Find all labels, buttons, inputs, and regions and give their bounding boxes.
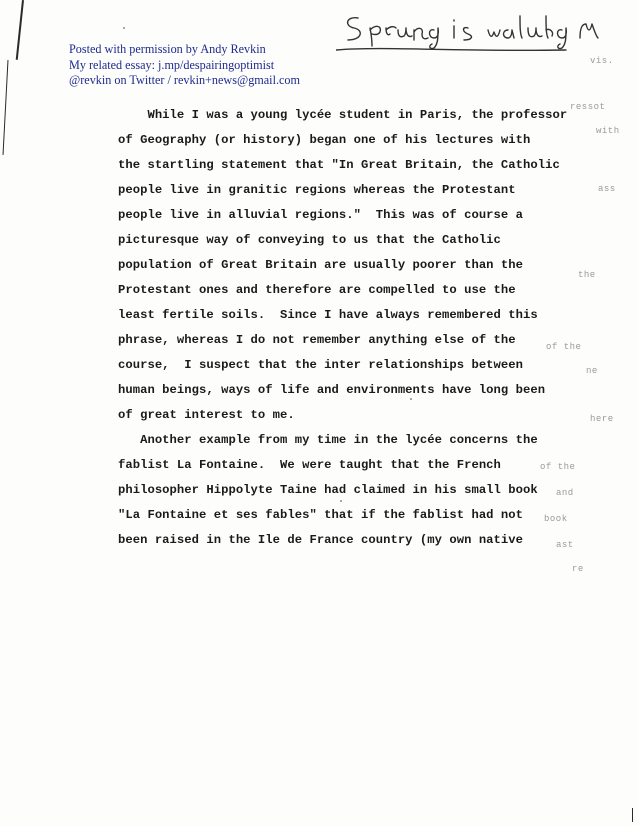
- bleed-through-mark: of the: [546, 342, 582, 352]
- body-line: been raised in the Ile de France country (my own native: [118, 533, 524, 547]
- bleed-through-mark: here: [590, 414, 614, 424]
- contact-line[interactable]: @revkin on Twitter / revkin+news@gmail.com: [69, 73, 300, 87]
- bleed-through-mark: ne: [586, 366, 598, 376]
- body-line: picturesque way of conveying to us that the Catholic: [118, 233, 501, 247]
- bleed-through-mark: ast: [556, 540, 574, 550]
- body-line: people live in alluvial regions." This was of course a: [118, 208, 524, 222]
- body-line: course, I suspect that the inter relationships between: [118, 358, 524, 372]
- body-line: of great interest to me.: [118, 408, 295, 422]
- bleed-through-mark: vis.: [590, 56, 614, 66]
- body-line: "La Fontaine et ses fables" that if the fablist had not: [118, 508, 524, 522]
- bleed-through-mark: ressot: [570, 102, 606, 112]
- body-line: least fertile soils. Since I have always remembered this: [118, 308, 538, 322]
- body-line: phrase, whereas I do not remember anything else of the: [118, 333, 516, 347]
- body-line: Protestant ones and therefore are compelled to use the: [118, 283, 516, 297]
- scan-speck: [340, 500, 342, 502]
- permission-notice: [69, 42, 300, 89]
- bleed-through-mark: re: [572, 564, 584, 574]
- body-line: people live in granitic regions whereas the Protestant: [118, 183, 516, 197]
- body-line: population of Great Britain are usually poorer than the: [118, 258, 524, 272]
- body-line: the startling statement that "In Great Britain, the Catholic: [118, 158, 560, 172]
- handwritten-note: [336, 10, 606, 56]
- bleed-through-mark: book: [544, 514, 568, 524]
- body-line: Another example from my time in the lycée concerns the: [118, 433, 538, 447]
- permission-line: Posted with permission by Andy Revkin: [69, 42, 266, 56]
- scan-edge-line: [16, 0, 24, 60]
- bleed-through-mark: with: [596, 126, 620, 136]
- bleed-through-mark: of the: [540, 462, 576, 472]
- bleed-through-mark: the: [578, 270, 596, 280]
- body-line: While I was a young lycée student in Paris, the professor: [118, 108, 568, 122]
- bleed-through-mark: and: [556, 488, 574, 498]
- essay-link-line[interactable]: My related essay: j.mp/despairingoptimist: [69, 57, 275, 72]
- body-line: human beings, ways of life and environments have long been: [118, 383, 546, 397]
- body-line: fablist La Fontaine. We were taught that the French: [118, 458, 501, 472]
- scan-speck: [410, 398, 412, 400]
- scan-edge-line: [632, 808, 633, 822]
- body-line: philosopher Hippolyte Taine had claimed in his small book: [118, 483, 538, 497]
- bleed-through-mark: ass: [598, 184, 616, 194]
- body-line: of Geography (or history) began one of his lectures with: [118, 133, 531, 147]
- scan-speck: [123, 27, 125, 29]
- scan-edge-line: [3, 60, 9, 155]
